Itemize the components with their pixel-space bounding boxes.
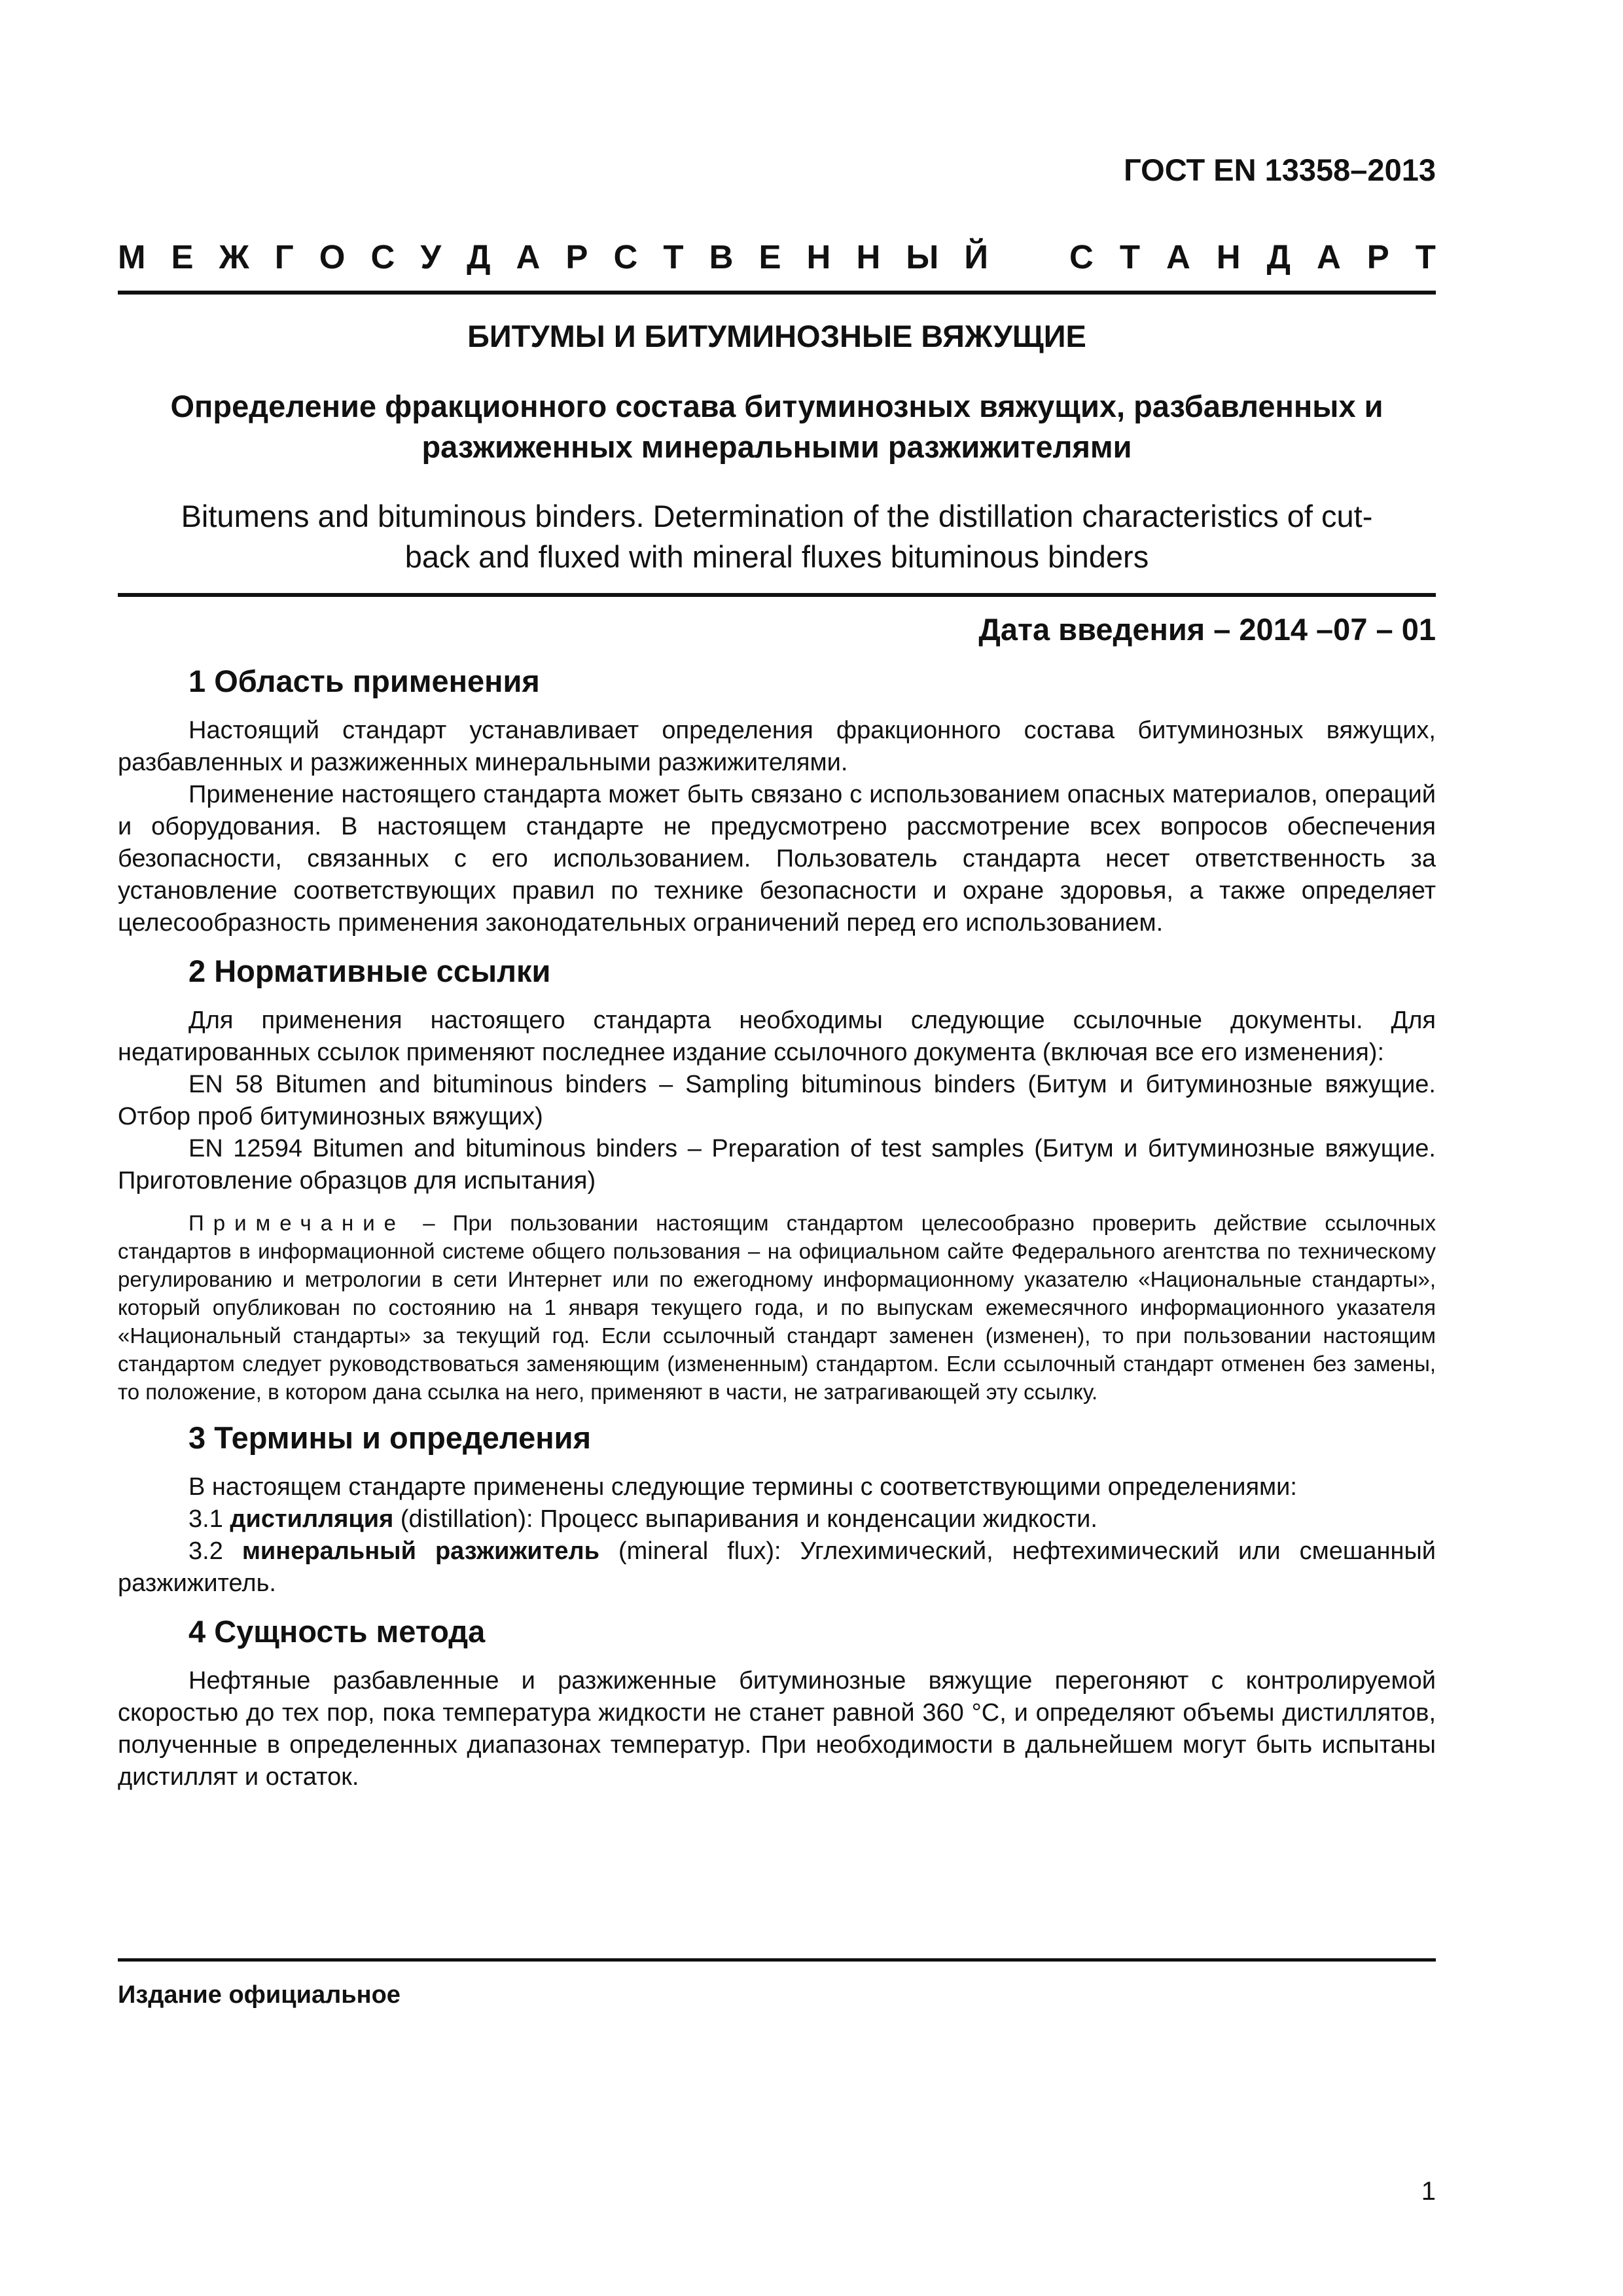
term: дистилляция: [230, 1505, 394, 1533]
official-edition-label: Издание официальное: [118, 1981, 401, 2009]
section-terms-definitions: [118, 1418, 1436, 1600]
term: минеральный разжижитель: [241, 1537, 600, 1565]
term-definition: [118, 1535, 1436, 1600]
banner-letter: Т: [1415, 238, 1436, 276]
banner-letter: Т: [1119, 238, 1140, 276]
subtitle-russian-line-2: разжиженных минеральными разжижителями: [421, 429, 1132, 464]
note-label: Примечание: [188, 1211, 406, 1235]
footer-rule: [118, 1958, 1436, 1962]
banner-letter: Е: [758, 238, 781, 276]
document-title: БИТУМЫ И БИТУМИНОЗНЫЕ ВЯЖУЩИЕ: [467, 319, 1086, 353]
subtitle-english-line-2: back and fluxed with mineral fluxes bituminous binders: [404, 539, 1149, 574]
banner-letter: Ы: [906, 238, 939, 276]
term-number: 3.1: [188, 1505, 223, 1533]
banner-word-standard: [1069, 237, 1436, 277]
title-rule: [118, 593, 1436, 597]
banner-letter: Р: [565, 238, 588, 276]
banner-letter: А: [1166, 238, 1190, 276]
banner-letter: С: [1069, 238, 1094, 276]
banner-letter: М: [118, 238, 146, 276]
banner-letter: Т: [663, 238, 684, 276]
banner-letter: Н: [856, 238, 881, 276]
paragraph: В настоящем стандарте применены следующие термины с соответствующими определениями:: [188, 1473, 1297, 1501]
subtitle-english: [118, 496, 1436, 577]
banner-letter: Й: [964, 238, 988, 276]
section-heading: 1 Область применения: [188, 664, 540, 698]
section-scope: [118, 661, 1436, 939]
term-number: 3.2: [188, 1537, 223, 1565]
banner-letter: Д: [467, 238, 491, 276]
paragraph: Нефтяные разбавленные и разжиженные битуминозные вяжущие перегоняют с контролируемой скоростью до тех пор, пока температура жидкости не станет равной 360 °С, и определяют объемы дистиллятов, полученные в определенных диапазонах температур. При необходимости в дальнейшем могут быть испытаны дистиллят и остаток.: [118, 1667, 1436, 1791]
paragraph: Для применения настоящего стандарта необходимы следующие ссылочные документы. Для недатированных ссылок применяют последнее издание ссылочного документа (включая все его изменения):: [118, 1007, 1436, 1066]
banner-letter: А: [516, 238, 541, 276]
banner-letter: О: [319, 238, 346, 276]
section-heading: 3 Термины и определения: [188, 1420, 591, 1455]
reference-item: EN 12594 Bitumen and bituminous binders – Preparation of test samples (Битум и битуминозные вяжущие. Приготовление образцов для испытания): [118, 1135, 1436, 1194]
banner-letter: Н: [806, 238, 831, 276]
reference-item: EN 58 Bitumen and bituminous binders – Sampling bituminous binders (Битум и битуминозные вяжущие. Отбор проб битуминозных вяжущих): [118, 1071, 1436, 1130]
banner-letter: С: [613, 238, 638, 276]
banner-letter: Ж: [219, 238, 249, 276]
banner-letter: А: [1316, 238, 1341, 276]
note: [118, 1209, 1436, 1406]
term-definition: [118, 1503, 1436, 1535]
introduction-date: Дата введения – 2014 –07 – 01: [978, 612, 1436, 647]
section-method-essence: [118, 1611, 1436, 1793]
section-heading: 4 Сущность метода: [188, 1614, 486, 1649]
paragraph: Применение настоящего стандарта может быть связано с использованием опасных материалов, операций и оборудования. В настоящем стандарте не предусмотрено рассмотрение всех вопросов обеспечения безопасности, связанных с его использованием. Пользователь стандарта несет ответственность за установление соответствующих правил по технике безопасности и охране здоровья, а также определяет целесообразность применения законодательных ограничений перед его использованием.: [118, 781, 1436, 937]
section-heading: 2 Нормативные ссылки: [188, 954, 551, 988]
banner-letter: С: [370, 238, 395, 276]
page-number: 1: [1421, 2177, 1436, 2206]
banner-letter: Д: [1266, 238, 1291, 276]
document-number: ГОСТ EN 13358–2013: [1124, 152, 1436, 187]
banner-word-interstate: [118, 237, 988, 277]
document-body: [118, 661, 1436, 1805]
subtitle-english-line-1: Bitumens and bituminous binders. Determination of the distillation characteristics of cut-: [181, 499, 1373, 533]
paragraph: Настоящий стандарт устанавливает определения фракционного состава битуминозных вяжущих, разбавленных и разжиженных минеральными разжижителями.: [118, 717, 1436, 776]
banner-letter: Е: [171, 238, 194, 276]
note-text: – При пользовании настоящим стандартом целесообразно проверить действие ссылочных стандартов в информационной системе общего пользования – на официальном сайте Федерального агентства по техническому регулированию и метрологии в сети Интернет или по ежегодному информационному указателю «Национальные стандарты», который опубликован по состоянию на 1 января текущего года, и по выпускам ежемесячного информационного указателя «Национальный стандарты» за текущий год. Если ссылочный стандарт заменен (изменен), то при пользовании настоящим стандартом следует руководствоваться заменяющим (измененным) стандартом. Если ссылочный стандарт отменен без замены, то положение, в котором дана ссылка на него, применяют в части, не затрагивающей эту ссылку.: [118, 1211, 1436, 1404]
banner-letter: У: [420, 238, 442, 276]
term-definition-text: (mineral flux): Углехимический, нефтехимический или смешанный разжижитель.: [118, 1537, 1436, 1597]
banner-letter: Г: [274, 238, 294, 276]
banner-letter: В: [709, 238, 734, 276]
subtitle-russian: [118, 386, 1436, 467]
term-definition-text: (distillation): Процесс выпаривания и конденсации жидкости.: [400, 1505, 1097, 1533]
banner-letter: Н: [1216, 238, 1241, 276]
banner-letter: Р: [1366, 238, 1389, 276]
header-rule: [118, 291, 1436, 295]
interstate-standard-banner: [118, 237, 1436, 277]
section-normative-references: [118, 951, 1436, 1406]
subtitle-russian-line-1: Определение фракционного состава битуминозных вяжущих, разбавленных и: [170, 389, 1383, 423]
